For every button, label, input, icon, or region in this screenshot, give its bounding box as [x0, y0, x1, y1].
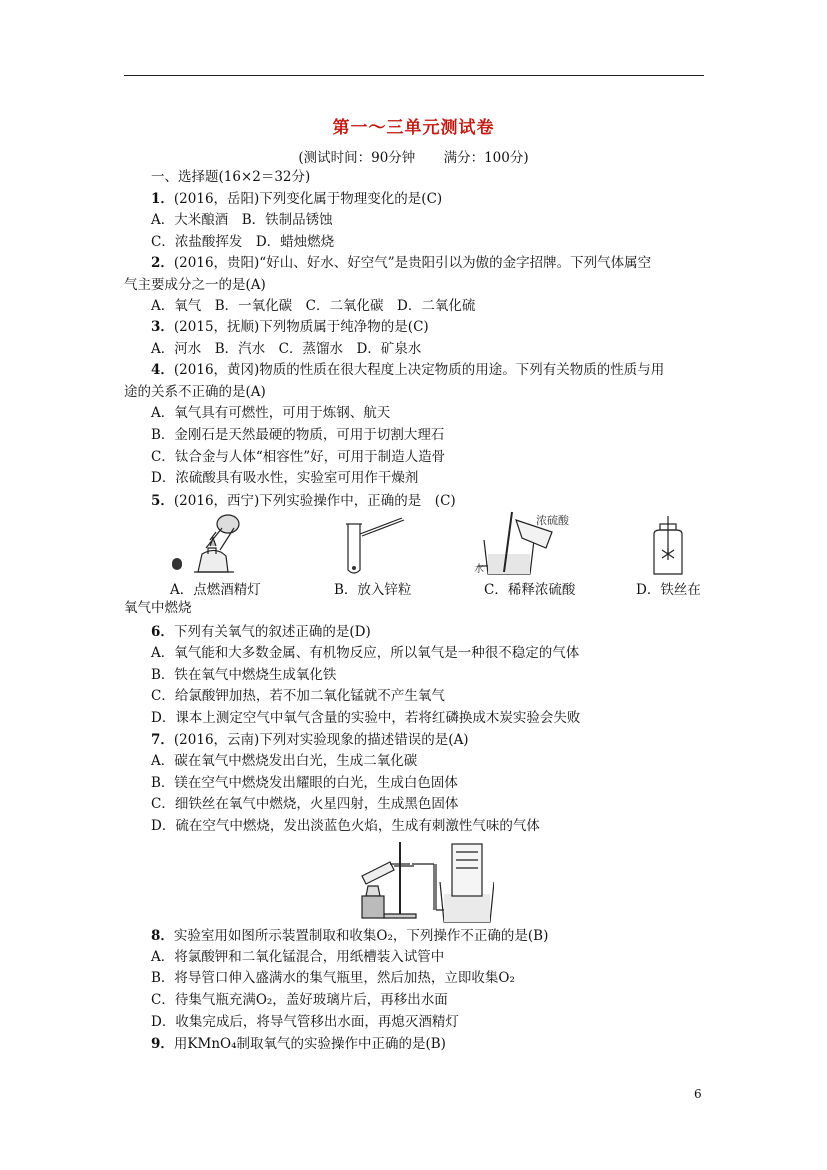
oxygen-apparatus-figure	[354, 838, 494, 924]
q4-option-a: A．氧气具有可燃性，可用于炼钢、航天	[151, 405, 391, 421]
test-tube-figure	[340, 514, 410, 578]
water-label: 水	[474, 564, 484, 575]
question-1	[151, 190, 442, 208]
question-7	[151, 731, 469, 749]
question-6	[151, 623, 371, 641]
q8-option-a: A．将氯酸钾和二氧化锰混合，用纸槽装入试管中	[151, 949, 445, 965]
question-stem: (2016，西宁)下列实验操作中，正确的是 (C)	[173, 493, 456, 509]
q6-option-c: C．给氯酸钾加热，若不加二氧化锰就不产生氧气	[151, 688, 445, 704]
figure-caption-b: B．放入锌粒	[334, 582, 412, 598]
question-4	[151, 361, 664, 379]
question-stem: 用KMnO₄制取氧气的实验操作中正确的是(B)	[173, 1036, 446, 1052]
q7-option-d: D．硫在空气中燃烧，发出淡蓝色火焰，生成有刺激性气味的气体	[151, 818, 540, 834]
q1-options-ab: A．大米酿酒 B．铁制品锈蚀	[151, 212, 333, 228]
question-2	[151, 254, 651, 272]
question-3	[151, 318, 429, 336]
question-number: 1．	[151, 191, 174, 207]
test-time: (测试时间：90分钟	[298, 150, 416, 166]
q3-options: A．河水 B．汽水 C．蒸馏水 D．矿泉水	[151, 341, 422, 357]
alcohol-lamp-figure	[168, 510, 258, 578]
q4-option-d: D．浓硫酸具有吸水性，实验室可用作干燥剂	[151, 470, 419, 486]
question-stem: (2016，贵阳)“好山、好水、好空气”是贵阳引以为傲的金字招牌。下列气体属空	[173, 255, 652, 271]
q7-option-a: A．碳在氧气中燃烧发出白光，生成二氧化碳	[151, 753, 418, 769]
question-stem: 实验室用如图所示装置制取和收集O₂，下列操作不正确的是(B)	[173, 928, 549, 944]
figure-caption-c: C．稀释浓硫酸	[484, 582, 576, 598]
question-9	[151, 1035, 446, 1053]
q6-option-b: B．铁在氧气中燃烧生成氧化铁	[151, 667, 337, 683]
acid-label: 浓硫酸	[536, 514, 569, 527]
page-number: 6	[694, 1087, 702, 1101]
figure-caption-d-cont: 氧气中燃烧	[124, 600, 192, 616]
question-number: 9．	[151, 1036, 174, 1052]
q7-option-c: C．细铁丝在氧气中燃烧，火星四射，生成黑色固体	[151, 796, 459, 812]
q2-options: A．氧气 B．一氧化碳 C．二氧化碳 D．二氧化硫	[151, 298, 476, 314]
q4-stem-cont: 途的关系不正确的是(A)	[124, 384, 266, 400]
question-number: 8．	[151, 928, 174, 944]
full-score: 满分：100分)	[443, 150, 529, 166]
question-8	[151, 927, 548, 945]
q1-options-cd: C．浓盐酸挥发 D．蜡烛燃烧	[151, 234, 335, 250]
question-stem: (2016，云南)下列对实验现象的描述错误的是(A)	[173, 732, 469, 748]
q4-option-b: B．金刚石是天然最硬的物质，可用于切割大理石	[151, 427, 445, 443]
dilution-figure	[474, 508, 604, 578]
figure-caption-d: D．铁丝在	[636, 582, 701, 598]
q8-option-b: B．将导管口伸入盛满水的集气瓶里，然后加热，立即收集O₂	[151, 970, 515, 986]
iron-wire-figure	[648, 514, 688, 578]
q4-option-c: C．钛合金与人体“相容性”好，可用于制造人造骨	[151, 449, 446, 465]
header-rule	[124, 75, 704, 76]
question-number: 4．	[151, 362, 174, 378]
question-stem: (2015，抚顺)下列物质属于纯净物的是(C)	[173, 319, 429, 335]
question-number: 2．	[151, 255, 174, 271]
q7-option-b: B．镁在空气中燃烧发出耀眼的白光，生成白色固体	[151, 775, 458, 791]
question-number: 5．	[151, 493, 174, 509]
q6-option-a: A．氧气能和大多数金属、有机物反应，所以氧气是一种很不稳定的气体	[151, 645, 580, 661]
question-number: 3．	[151, 319, 174, 335]
question-stem: (2016，岳阳)下列变化属于物理变化的是(C)	[173, 191, 443, 207]
q6-option-d: D．课本上测定空气中氧气含量的实验中，若将红磷换成木炭实验会失败	[151, 710, 581, 726]
question-number: 6．	[151, 624, 174, 640]
question-stem: (2016，黄冈)物质的性质在很大程度上决定物质的用途。下列有关物质的性质与用	[173, 362, 665, 378]
figure-caption-a: A．点燃酒精灯	[170, 582, 261, 598]
page-title: 第一～三单元测试卷	[332, 118, 495, 138]
page-subtitle	[0, 146, 827, 166]
question-5	[151, 492, 456, 510]
question-number: 7．	[151, 732, 174, 748]
question-stem: 下列有关氧气的叙述正确的是(D)	[173, 624, 371, 640]
q8-option-d: D．收集完成后，将导气管移出水面，再熄灭酒精灯	[151, 1014, 459, 1030]
section-heading: 一、选择题(16×2＝32分)	[151, 169, 311, 185]
q2-stem-cont: 气主要成分之一的是(A)	[124, 277, 266, 293]
q8-option-c: C．待集气瓶充满O₂，盖好玻璃片后，再移出水面	[151, 992, 448, 1008]
